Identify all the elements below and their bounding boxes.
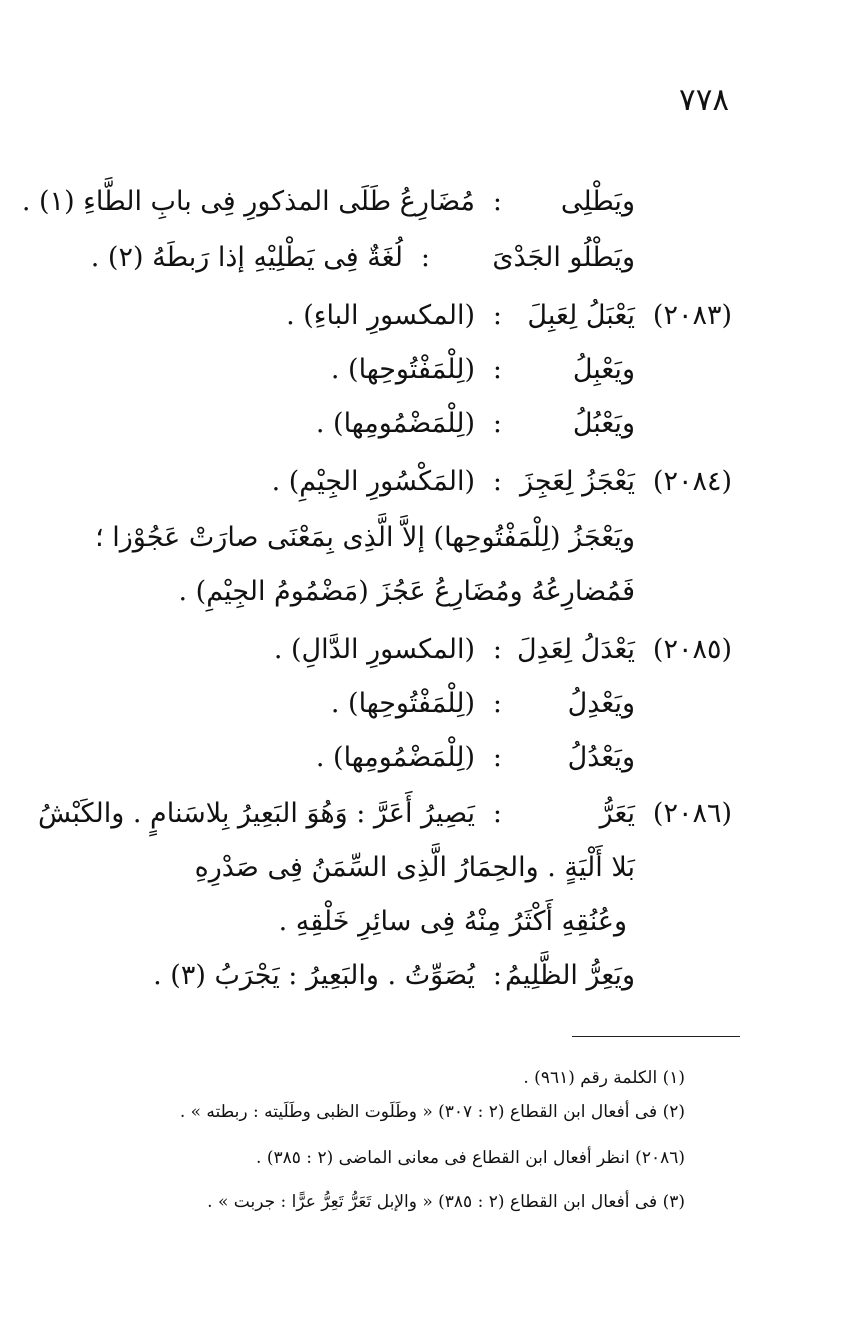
headword: يَعْدَلُ لِعَدِلَ (517, 634, 635, 665)
separator-colon: : (492, 466, 502, 497)
headword: ويَعِرُّ الظَّلِيمُ (505, 960, 635, 991)
separator-colon: : (492, 408, 502, 439)
definition: (المَكْسُورِ الجِيْمِ) . (271, 466, 475, 497)
entry-number: (٢٠٨٦) (652, 798, 732, 829)
separator-colon: : (492, 960, 502, 991)
paragraph-line: ويَعْجَزُ (لِلْمَفْتُوحِها) إلاَّ الَّذِى بِمَعْنَى صارَتْ عَجُوْزا ؛ (95, 522, 635, 553)
headword: يَعَرُّ (599, 798, 635, 829)
headword: ويَعْدُلُ (567, 742, 635, 773)
definition: يَصِيرُ أَعَرَّ : وَهُوَ البَعِيرُ بِلاسَنامٍ . والكَبْشُ (38, 798, 475, 829)
footnote: (١) الكلمة رقم (٩٦١) . (523, 1068, 685, 1088)
paragraph-line: بَلا أَلْيَةٍ . والحِمَارُ الَّذِى السِّمَنُ فِى صَدْرِهِ (194, 852, 635, 883)
definition: (لِلْمَضْمُومِها) . (315, 408, 475, 439)
entry-number: (٢٠٨٣) (652, 300, 732, 331)
definition: (لِلْمَفْتُوحِها) . (330, 688, 475, 719)
footnote: (٢٠٨٦) انظر أفعال ابن القطاع فى معانى الماضى (٢ : ٣٨٥) . (256, 1148, 685, 1168)
separator-colon: : (492, 354, 502, 385)
separator-colon: : (492, 688, 502, 719)
paragraph-line: وعُنُقِهِ أَكْثَرُ مِنْهُ فِى سائِرِ خَلْقِهِ . (278, 906, 627, 937)
definition: (لِلْمَفْتُوحِها) . (330, 354, 475, 385)
page-number: ٧٧٨ (679, 82, 729, 118)
headword: ويَطْلِى (560, 186, 635, 217)
definition: لُغَةٌ فِى يَطْلِيْهِ إذا رَبطَهُ (٢) . (90, 242, 403, 273)
paragraph-line: فَمُضارِعُهُ ومُضَارِعُ عَجُزَ (مَضْمُومُ الجِيْمِ) . (178, 576, 635, 607)
separator-colon: : (492, 300, 502, 331)
definition: يُصَوِّتُ . والبَعِيرُ : يَجْرَبُ (٣) . (153, 960, 475, 991)
definition: (لِلْمَضْمُومِها) . (315, 742, 475, 773)
footnote: (٣) فى أفعال ابن القطاع (٢ : ٣٨٥) « والإبل تَعَرُّ تَعِرُّ عرًّا : جربت » . (207, 1192, 685, 1212)
entry-number: (٢٠٨٥) (652, 634, 732, 665)
footnote-rule (572, 1036, 740, 1037)
headword: ويَطْلُو الجَدْىَ (492, 242, 635, 273)
entry-number: (٢٠٨٤) (652, 466, 732, 497)
separator-colon: : (420, 242, 430, 273)
separator-colon: : (492, 634, 502, 665)
separator-colon: : (492, 798, 502, 829)
headword: ويَعْدِلُ (567, 688, 635, 719)
headword: يَعْبَلُ لِعَبِلَ (527, 300, 635, 331)
headword: ويَعْبِلُ (572, 354, 635, 385)
separator-colon: : (492, 186, 502, 217)
definition: (المكسورِ الدَّالِ) . (273, 634, 475, 665)
definition: مُضَارِعُ طَلَى المذكورِ فِى بابِ الطَّاءِ (١) . (21, 186, 475, 217)
definition: (المكسورِ الباءِ) . (286, 300, 475, 331)
headword: ويَعْبُلُ (572, 408, 635, 439)
separator-colon: : (492, 742, 502, 773)
headword: يَعْجَزُ لِعَجِزَ (519, 466, 635, 497)
footnote: (٢) فى أفعال ابن القطاع (٢ : ٣٠٧) « وطَلَوت الظبى وطَلَيته : ربطته » . (179, 1102, 685, 1122)
